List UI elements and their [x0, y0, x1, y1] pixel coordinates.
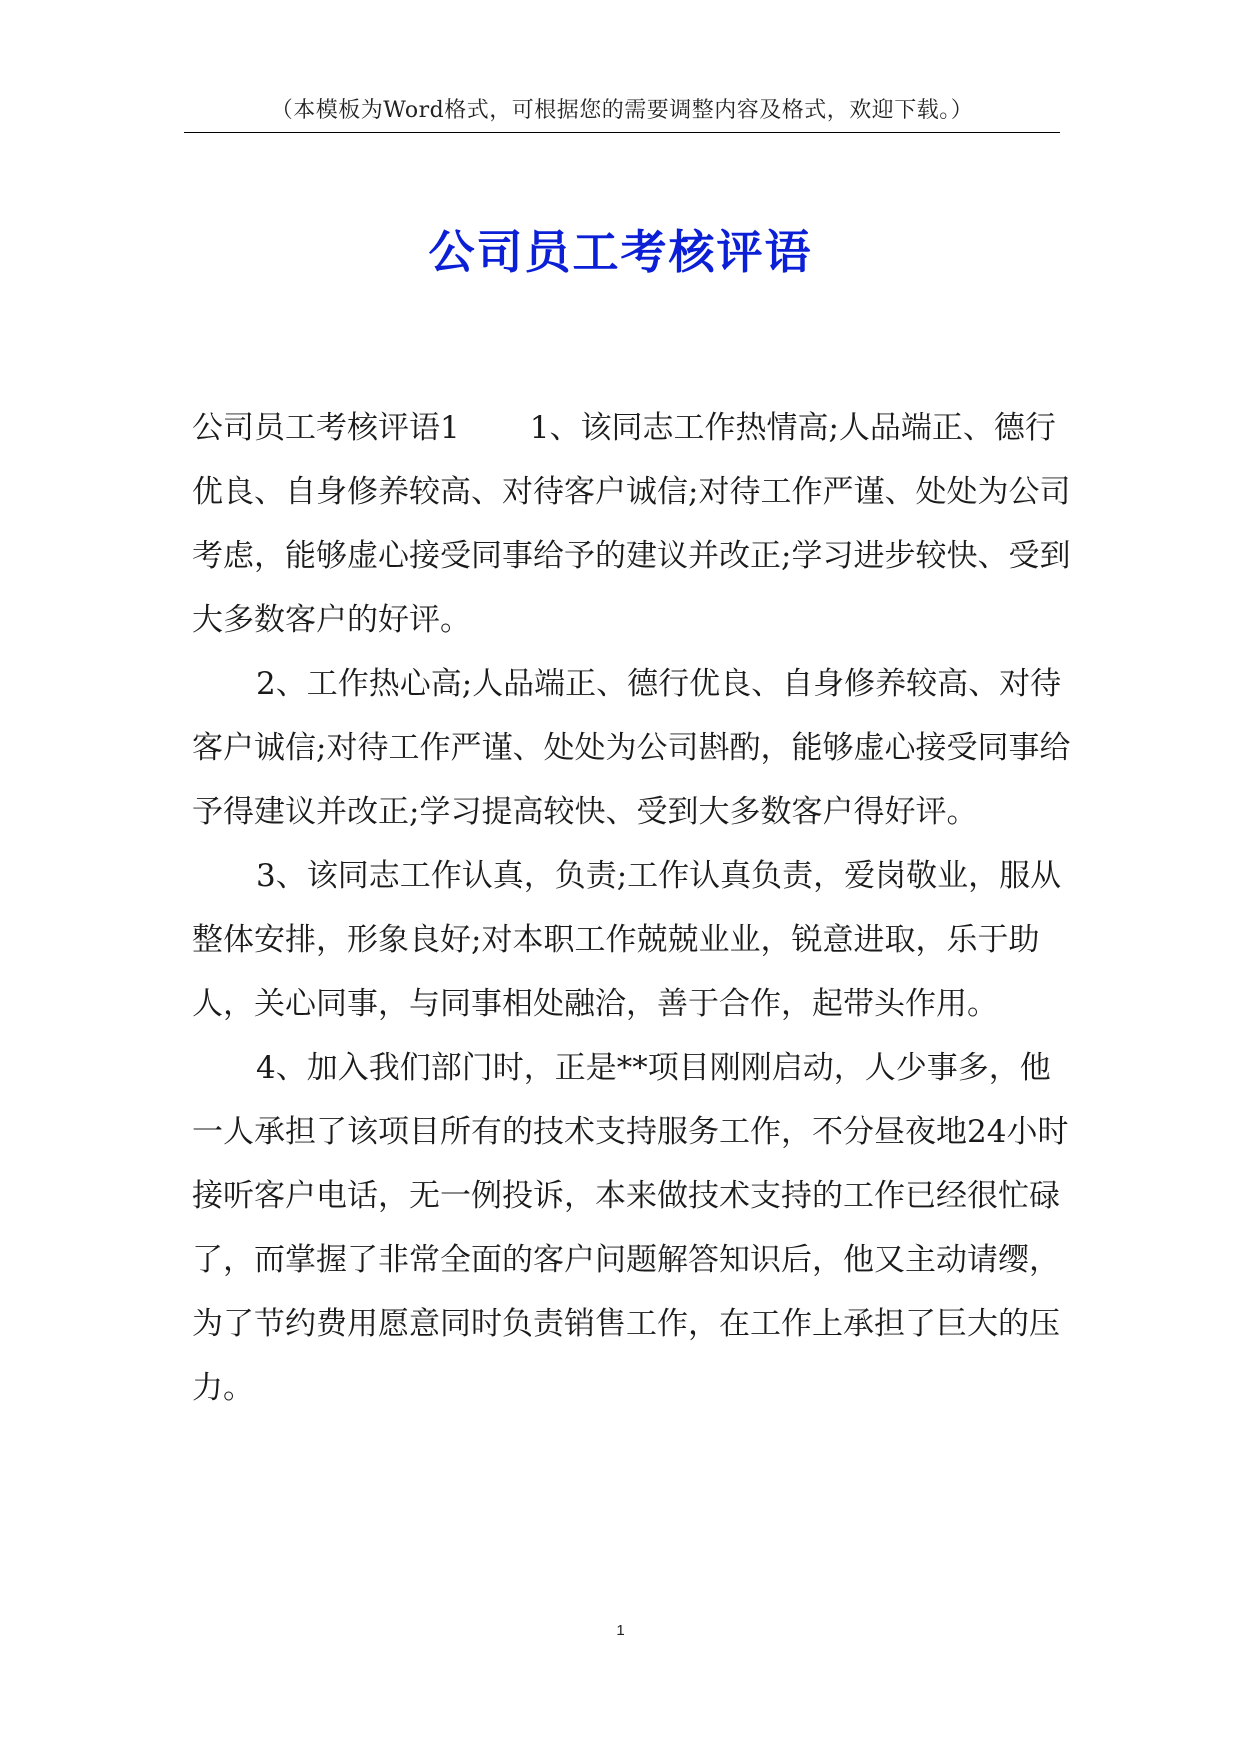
- paragraph-2: 2、工作热心高;人品端正、德行优良、自身修养较高、对待客户诚信;对待工作严谨、处处为公司斟酌，能够虚心接受同事给予得建议并改正;学习提高较快、受到大多数客户得好评。: [192, 666, 1071, 830]
- paragraph-3: 3、该同志工作认真，负责;工作认真负责，爱岗敬业，服从整体安排，形象良好;对本职工作兢兢业业，锐意进取，乐于助人，关心同事，与同事相处融洽，善于合作，起带头作用。: [192, 858, 1062, 1022]
- header-note: （本模板为Word格式，可根据您的需要调整内容及格式，欢迎下载。）: [270, 98, 974, 123]
- document-body: [192, 396, 1072, 1420]
- paragraph-1: [192, 396, 1072, 652]
- paragraph-1-text: 1、该同志工作热情高;人品端正、德行优良、自身修养较高、对待客户诚信;对待工作严谨、处处为公司考虑，能够虚心接受同事给予的建议并改正;学习进步较快、受到大多数客户的好评。: [192, 410, 1071, 638]
- document-title: 公司员工考核评语: [428, 225, 813, 279]
- header-divider: [184, 132, 1060, 133]
- page-number: 1: [616, 1622, 625, 1639]
- paragraph-4: 4、加入我们部门时，正是**项目刚刚启动，人少事多，他一人承担了该项目所有的技术支持服务工作，不分昼夜地24小时接听客户电话，无一例投诉，本来做技术支持的工作已经很忙碌了，而掌握了非常全面的客户问题解答知识后，他又主动请缨，为了节约费用愿意同时负责销售工作，在工作上承担了巨大的压力。: [192, 1050, 1069, 1406]
- section-heading: 公司员工考核评语1: [192, 410, 460, 446]
